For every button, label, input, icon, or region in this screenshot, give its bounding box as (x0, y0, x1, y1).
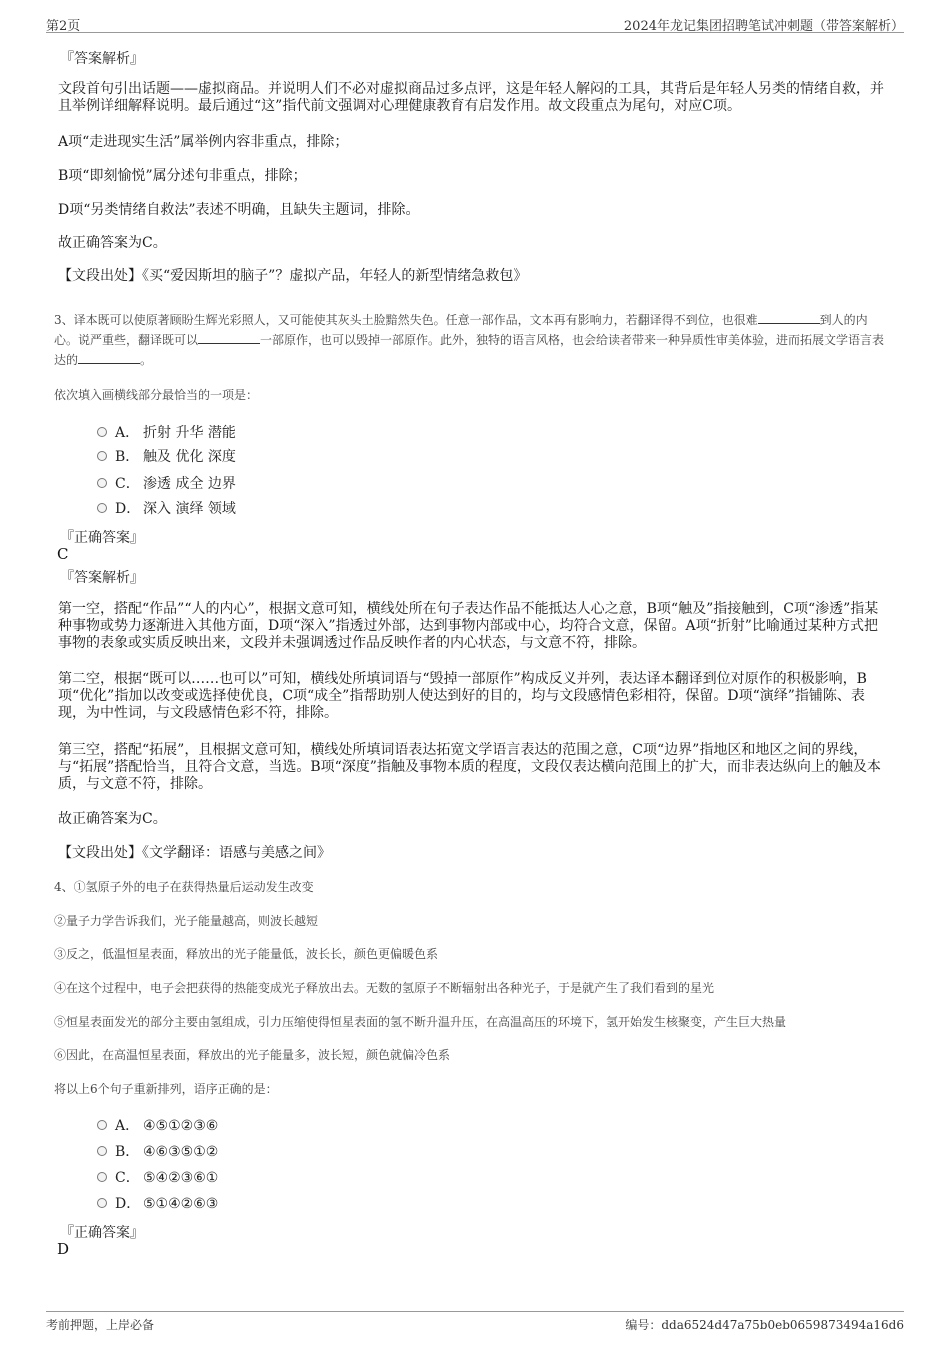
document-title: 2024年龙记集团招聘笔试冲刺题（带答案解析） (623, 19, 904, 34)
option-d[interactable]: D． 深入 演绎 领域 (97, 498, 236, 518)
analysis-paragraph: 故正确答案为C。 (58, 811, 167, 827)
question-sentence: ⑥因此，在高温恒星表面，释放出的光子能量多，波长短，颜色就偏冷色系 (54, 1048, 451, 1062)
source-note: 【文段出处】《文学翻译：语感与美感之间》 (58, 845, 331, 861)
document-code: 编号：dda6524d47a75b0eb0659873494a16d6 (625, 1318, 904, 1332)
page-header (46, 12, 904, 33)
option-c[interactable]: C． 渗透 成全 边界 (97, 473, 236, 493)
page-footer (46, 1311, 904, 1334)
option-a[interactable]: A． 折射 升华 潜能 (97, 422, 236, 442)
radio-icon[interactable] (97, 503, 107, 513)
analysis-label: 『答案解析』 (60, 570, 144, 586)
analysis-paragraph: D项“另类情绪自救法”表述不明确，且缺失主题词，排除。 (58, 202, 420, 218)
question-sentence: ②量子力学告诉我们，光子能量越高，则波长越短 (54, 914, 319, 928)
correct-answer: D (57, 1240, 70, 1258)
analysis-paragraph: 故正确答案为C。 (58, 235, 167, 251)
option-c[interactable]: C． ⑤④②③⑥① (97, 1167, 218, 1187)
option-b[interactable]: B． ④⑥③⑤①② (97, 1141, 218, 1161)
question-sentence: 4、①氢原子外的电子在获得热量后运动发生改变 (54, 880, 314, 894)
question-sentence: ③反之，低温恒星表面，释放出的光子能量低，波长长，颜色更偏暖色系 (54, 947, 439, 961)
analysis-paragraph: 第二空，根据“既可以……也可以”可知，横线处所填词语与“毁掉一部原作”构成反义并列，表达译本翻译到位对原作的积极影响，B项“优化”指加以改变或选择使优良，C项“成全”指帮助别人使达到好的目的，均与文段感情色彩相符，保留。D项“演绎”指铺陈、表现，为中性词，与文段感情色彩不符，排除。 (58, 671, 867, 721)
radio-icon[interactable] (97, 478, 107, 488)
correct-answer-label: 『正确答案』 (60, 530, 144, 546)
page-number: 第2页 (46, 19, 81, 34)
analysis-paragraph: 第三空，搭配“拓展”，且根据文意可知，横线处所填词语表达拓宽文学语言表达的范围之意，C项“边界”指地区和地区之间的界线，与“拓展”搭配恰当，且符合文意，当选。B项“深度”指触及事物本质的程度，文段仅表达横向范围上的扩大，而非表达纵向上的触及本质，与文意不符，排除。 (58, 742, 881, 792)
radio-icon[interactable] (97, 427, 107, 437)
radio-icon[interactable] (97, 1146, 107, 1156)
radio-icon[interactable] (97, 1120, 107, 1130)
correct-answer: C (57, 545, 69, 563)
analysis-paragraph: B项“即刻愉悦”属分述句非重点，排除； (58, 168, 307, 184)
radio-icon[interactable] (97, 451, 107, 461)
fill-blank (758, 311, 820, 324)
analysis-paragraph: 第一空，搭配“作品”“人的内心”，根据文意可知，横线处所在句子表达作品不能抵达人心之意，B项“触及”指接触到，C项“渗透”指某种事物或势力逐渐进入其他方面，D项“深入”指透过外部，达到事物内部或中心，均符合文意，保留。A项“折射”比喻通过某种方式把事物的表象或实质反映出来，文段并未强调透过作品反映作者的内心状态，与文意不符，排除。 (58, 601, 879, 651)
analysis-paragraph: A项“走进现实生活”属举例内容非重点，排除； (58, 134, 349, 150)
question-stem: 3、译本既可以使原著顾盼生辉光彩照人，又可能使其灰头土脸黯然失色。任意一部作品，文本再有影响力，若翻译得不到位，也很难 到人的内心。说严重些，翻译既可以 一部原作，也可以毁掉一部原作。此外，独特的语言风格，也会给读者带来一种异质性审美体验，进而拓展文学语言表达的 。 (54, 313, 885, 367)
question-sentence: ⑤恒星表面发光的部分主要由氢组成，引力压缩使得恒星表面的氢不断升温升压，在高温高压的环境下，氢开始发生核聚变，产生巨大热量 (54, 1015, 787, 1029)
radio-icon[interactable] (97, 1198, 107, 1208)
correct-answer-label: 『正确答案』 (60, 1225, 144, 1241)
option-d[interactable]: D． ⑤①④②⑥③ (97, 1193, 218, 1213)
question-prompt: 将以上6个句子重新排列，语序正确的是： (54, 1082, 278, 1096)
source-note: 【文段出处】《买“爱因斯坦的脑子”？虚拟产品，年轻人的新型情绪急救包》 (58, 268, 528, 284)
option-b[interactable]: B． 触及 优化 深度 (97, 446, 236, 466)
analysis-paragraph: 文段首句引出话题——虚拟商品。并说明人们不必对虚拟商品过多点评，这是年轻人解闷的工具，其背后是年轻人另类的情绪自救，并且举例详细解释说明。最后通过“这”指代前文强调对心理健康教育有启发作用。故文段重点为尾句，对应C项。 (58, 81, 884, 114)
question-sentence: ④在这个过程中，电子会把获得的热能变成光子释放出去。无数的氢原子不断辐射出各种光子，于是就产生了我们看到的星光 (54, 981, 715, 995)
question-prompt: 依次填入画横线部分最恰当的一项是： (54, 388, 259, 402)
footer-slogan: 考前押题，上岸必备 (46, 1318, 155, 1332)
radio-icon[interactable] (97, 1172, 107, 1182)
analysis-label: 『答案解析』 (60, 51, 144, 67)
option-a[interactable]: A． ④⑤①②③⑥ (97, 1115, 218, 1135)
fill-blank (198, 331, 260, 344)
fill-blank (78, 351, 140, 364)
